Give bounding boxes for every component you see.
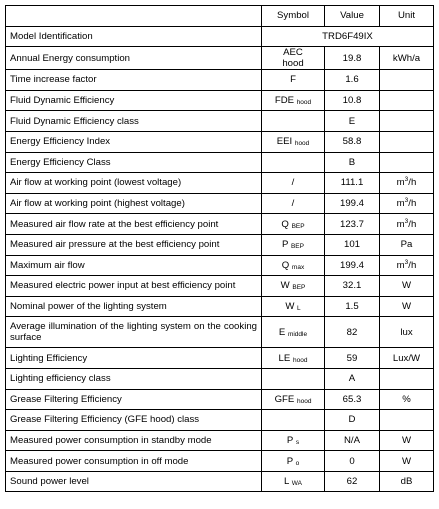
unit-superscript: 3 bbox=[404, 217, 409, 225]
row-symbol bbox=[262, 173, 325, 194]
row-value: 82 bbox=[325, 317, 380, 348]
unit-superscript: 3 bbox=[404, 258, 409, 266]
row-unit bbox=[380, 255, 434, 276]
row-value: 19.8 bbox=[325, 47, 380, 70]
table-row bbox=[6, 214, 434, 235]
table-row bbox=[6, 193, 434, 214]
row-value: 111.1 bbox=[325, 173, 380, 194]
table-row bbox=[6, 451, 434, 472]
row-value: 1.6 bbox=[325, 70, 380, 91]
row-value: E bbox=[325, 111, 380, 132]
table-row bbox=[6, 131, 434, 152]
unit-main: dB bbox=[400, 476, 413, 488]
row-unit bbox=[380, 173, 434, 194]
symbol-subscript: hood bbox=[294, 140, 310, 148]
table-row bbox=[6, 348, 434, 369]
table-row bbox=[6, 47, 434, 70]
symbol-subscript: middle bbox=[287, 330, 308, 338]
row-symbol bbox=[262, 111, 325, 132]
unit-main: W bbox=[401, 455, 412, 467]
row-unit bbox=[380, 389, 434, 410]
row-unit bbox=[380, 152, 434, 173]
row-value: D bbox=[325, 410, 380, 431]
symbol-subscript: max bbox=[291, 263, 305, 271]
table-row bbox=[6, 296, 434, 317]
row-symbol bbox=[262, 410, 325, 431]
table-row bbox=[6, 430, 434, 451]
row-description: Nominal power of the lighting system bbox=[6, 296, 262, 317]
row-unit bbox=[380, 471, 434, 492]
symbol-subscript: hood bbox=[296, 397, 312, 405]
symbol-main: Q bbox=[281, 259, 290, 271]
unit-main: W bbox=[401, 280, 412, 292]
symbol-main: P bbox=[286, 434, 294, 446]
row-value: 59 bbox=[325, 348, 380, 369]
symbol-subscript: hood bbox=[296, 99, 312, 107]
symbol-main: GFE bbox=[274, 393, 295, 405]
row-unit bbox=[380, 131, 434, 152]
row-description: Air flow at working point (highest voltage) bbox=[6, 193, 262, 214]
row-symbol bbox=[262, 234, 325, 255]
symbol-main: P bbox=[286, 455, 293, 467]
row-description: Sound power level bbox=[6, 471, 262, 492]
row-symbol bbox=[262, 152, 325, 173]
table-row bbox=[6, 410, 434, 431]
row-description: Measured power consumption in off mode bbox=[6, 451, 262, 472]
symbol-main: F bbox=[290, 74, 296, 86]
unit-main: m bbox=[396, 198, 405, 210]
row-symbol bbox=[262, 317, 325, 348]
header-value: Value bbox=[325, 6, 380, 27]
row-value: B bbox=[325, 152, 380, 173]
symbol-main: LE bbox=[278, 352, 291, 364]
row-description: Grease Filtering Efficiency (GFE hood) class bbox=[6, 410, 262, 431]
symbol-subscript: BEP bbox=[292, 284, 306, 292]
row-symbol bbox=[262, 368, 325, 389]
row-symbol bbox=[262, 131, 325, 152]
symbol-main: FDE bbox=[274, 95, 295, 107]
table-row bbox=[6, 70, 434, 91]
unit-main: kWh/a bbox=[392, 52, 421, 64]
unit-tail: /h bbox=[408, 198, 417, 210]
unit-main: m bbox=[396, 259, 405, 271]
row-description: Measured air flow rate at the best efficiency point bbox=[6, 214, 262, 235]
row-description: Measured power consumption in standby mode bbox=[6, 430, 262, 451]
symbol-second-line: hood bbox=[282, 58, 304, 70]
model-identifier: TRD6F49IX bbox=[262, 26, 434, 47]
row-description: Fluid Dynamic Efficiency bbox=[6, 90, 262, 111]
row-symbol bbox=[262, 348, 325, 369]
row-description: Air flow at working point (lowest voltage) bbox=[6, 173, 262, 194]
row-unit bbox=[380, 214, 434, 235]
symbol-subscript: L bbox=[297, 305, 301, 313]
energy-spec-table bbox=[5, 5, 434, 492]
row-description: Average illumination of the lighting system on the cooking surface bbox=[6, 317, 262, 348]
table-row bbox=[6, 26, 434, 47]
row-description: Lighting Efficiency bbox=[6, 348, 262, 369]
row-description: Time increase factor bbox=[6, 70, 262, 91]
table-row bbox=[6, 389, 434, 410]
table-row bbox=[6, 255, 434, 276]
symbol-main: / bbox=[291, 198, 295, 210]
unit-main: lux bbox=[400, 326, 413, 338]
symbol-subscript: BEP bbox=[291, 222, 305, 230]
row-value: 1.5 bbox=[325, 296, 380, 317]
row-value: 0 bbox=[325, 451, 380, 472]
row-description: Energy Efficiency Index bbox=[6, 131, 262, 152]
row-unit bbox=[380, 296, 434, 317]
table-row bbox=[6, 111, 434, 132]
row-unit bbox=[380, 193, 434, 214]
row-symbol bbox=[262, 296, 325, 317]
symbol-subscript: o bbox=[295, 459, 300, 467]
row-symbol bbox=[262, 193, 325, 214]
row-description: Model Identification bbox=[6, 26, 262, 47]
table-row bbox=[6, 173, 434, 194]
symbol-main: L bbox=[284, 476, 290, 488]
unit-main: m bbox=[396, 177, 405, 189]
symbol-main: Q bbox=[281, 218, 289, 230]
unit-main: Pa bbox=[400, 239, 413, 251]
symbol-main: AEC bbox=[283, 47, 303, 59]
unit-main: % bbox=[402, 393, 411, 405]
header-symbol: Symbol bbox=[262, 6, 325, 27]
unit-main: m bbox=[396, 218, 405, 230]
row-unit bbox=[380, 317, 434, 348]
row-value: 32.1 bbox=[325, 276, 380, 297]
row-value: 58.8 bbox=[325, 131, 380, 152]
row-value: A bbox=[325, 368, 380, 389]
row-symbol bbox=[262, 70, 325, 91]
table-row bbox=[6, 152, 434, 173]
row-unit bbox=[380, 70, 434, 91]
table-row bbox=[6, 368, 434, 389]
row-unit bbox=[380, 276, 434, 297]
row-symbol bbox=[262, 90, 325, 111]
row-symbol bbox=[262, 276, 325, 297]
header-unit: Unit bbox=[380, 6, 434, 27]
row-value: 199.4 bbox=[325, 193, 380, 214]
header-row bbox=[6, 6, 434, 27]
row-value: 65.3 bbox=[325, 389, 380, 410]
row-unit bbox=[380, 90, 434, 111]
row-value: N/A bbox=[325, 430, 380, 451]
unit-superscript: 3 bbox=[404, 176, 409, 184]
row-unit bbox=[380, 451, 434, 472]
row-symbol bbox=[262, 451, 325, 472]
row-symbol bbox=[262, 471, 325, 492]
row-unit bbox=[380, 47, 434, 70]
unit-tail: /h bbox=[408, 218, 417, 230]
row-description: Measured electric power input at best efficiency point bbox=[6, 276, 262, 297]
unit-tail: /h bbox=[408, 259, 417, 271]
table-row bbox=[6, 90, 434, 111]
symbol-subscript: WA bbox=[291, 480, 302, 488]
symbol-subscript: s bbox=[295, 438, 300, 446]
row-value: 62 bbox=[325, 471, 380, 492]
row-description: Measured air pressure at the best efficiency point bbox=[6, 234, 262, 255]
row-value: 101 bbox=[325, 234, 380, 255]
row-description: Annual Energy consumption bbox=[6, 47, 262, 70]
symbol-main: E bbox=[278, 326, 286, 338]
row-value: 199.4 bbox=[325, 255, 380, 276]
symbol-subscript: BEP bbox=[290, 243, 304, 251]
symbol-main: P bbox=[282, 239, 289, 251]
symbol-main: W bbox=[280, 280, 290, 292]
row-symbol bbox=[262, 389, 325, 410]
row-unit bbox=[380, 234, 434, 255]
unit-tail: /h bbox=[408, 177, 417, 189]
row-description: Energy Efficiency Class bbox=[6, 152, 262, 173]
unit-superscript: 3 bbox=[404, 197, 409, 205]
row-description: Maximum air flow bbox=[6, 255, 262, 276]
row-description: Grease Filtering Efficiency bbox=[6, 389, 262, 410]
symbol-main: EEI bbox=[276, 136, 293, 148]
row-unit bbox=[380, 430, 434, 451]
table-row bbox=[6, 234, 434, 255]
row-unit bbox=[380, 368, 434, 389]
table-row bbox=[6, 276, 434, 297]
row-value: 123.7 bbox=[325, 214, 380, 235]
symbol-main: / bbox=[291, 177, 295, 189]
unit-main: W bbox=[401, 434, 412, 446]
row-symbol bbox=[262, 214, 325, 235]
row-description: Fluid Dynamic Efficiency class bbox=[6, 111, 262, 132]
row-unit bbox=[380, 410, 434, 431]
spec-table-body bbox=[6, 26, 434, 492]
row-symbol bbox=[262, 430, 325, 451]
row-symbol bbox=[262, 47, 325, 70]
table-row bbox=[6, 471, 434, 492]
header-description bbox=[6, 6, 262, 27]
row-unit bbox=[380, 111, 434, 132]
unit-main: W bbox=[401, 301, 412, 313]
unit-main: Lux/W bbox=[392, 352, 421, 364]
table-row bbox=[6, 317, 434, 348]
row-symbol bbox=[262, 255, 325, 276]
row-description: Lighting efficiency class bbox=[6, 368, 262, 389]
row-value: 10.8 bbox=[325, 90, 380, 111]
row-unit bbox=[380, 348, 434, 369]
symbol-subscript: hood bbox=[292, 356, 308, 364]
symbol-main: W bbox=[285, 301, 295, 313]
